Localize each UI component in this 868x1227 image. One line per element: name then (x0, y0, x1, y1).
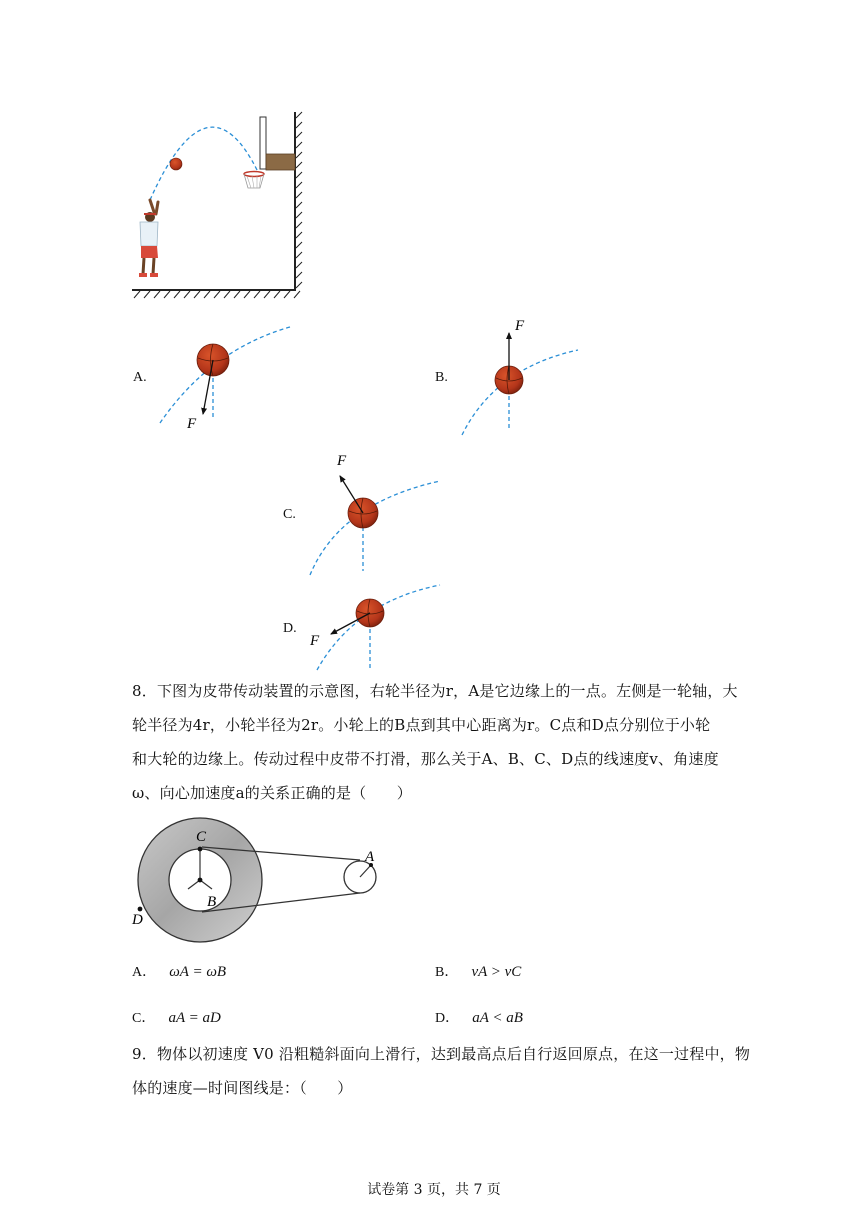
q8-option-c[interactable] (132, 1007, 221, 1027)
q7-option-a-figure[interactable] (150, 320, 300, 435)
q8-option-a-label: A． (132, 965, 157, 980)
point-a-label: A (365, 849, 375, 865)
q8-option-b-formula: vA > vC (471, 964, 522, 980)
q8-option-c-formula: aA = aD (168, 1010, 221, 1026)
q7-option-c-label[interactable]: C. (283, 507, 296, 522)
belt-drive-figure (130, 820, 390, 945)
q8-stem-line-3: 和大轮的边缘上。传动过程中皮带不打滑，那么关于A、B、C、D点的线速度v、角速度 (132, 750, 719, 768)
q7-option-d-label[interactable]: D. (283, 621, 297, 636)
q8-option-d[interactable] (435, 1007, 523, 1027)
q8-option-a[interactable] (132, 961, 226, 981)
q7-a-force-label: F (187, 416, 197, 432)
q8-option-c-label: C． (132, 1011, 156, 1026)
q8-stem-line-2: 轮半径为4r，小轮半径为2r。小轮上的B点到其中心距离为r。C点和D点分别位于小轮 (132, 716, 711, 734)
q8-stem-line-1: 8．下图为皮带传动装置的示意图，右轮半径为r，A是它边缘上的一点。左侧是一轮轴，大 (132, 682, 738, 700)
q8-option-d-label: D． (435, 1011, 460, 1026)
q7-b-force-label: F (515, 318, 525, 334)
q7-option-d-figure[interactable] (305, 582, 445, 672)
q7-option-c-figure[interactable] (305, 448, 445, 578)
q8-option-d-formula: aA < aB (472, 1010, 523, 1026)
point-d-label: D (132, 912, 143, 928)
page-footer: 试卷第 3 页，共 7 页 (367, 1182, 501, 1198)
q7-option-a-label[interactable]: A. (133, 370, 147, 385)
q7-c-force-label: F (337, 453, 347, 469)
basketball-scene-figure (130, 112, 305, 302)
point-b-label: B (207, 894, 217, 910)
q8-option-b[interactable] (435, 961, 521, 981)
q8-option-a-formula: ωA = ωB (169, 964, 227, 980)
q8-stem-line-4: ω、向心加速度a的关系正确的是（ ） (132, 784, 412, 802)
q9-stem-line-2: 体的速度—时间图线是：（ ） (132, 1079, 353, 1097)
q9-stem-line-1: 9．物体以初速度 V0 沿粗糙斜面向上滑行，达到最高点后自行返回原点，在这一过程中，物 (132, 1045, 751, 1063)
q8-option-b-label: B． (435, 965, 459, 980)
q7-option-b-figure[interactable] (455, 312, 585, 437)
point-c-label: C (196, 829, 207, 845)
q7-d-force-label: F (310, 633, 320, 649)
q7-option-b-label[interactable]: B. (435, 370, 448, 385)
